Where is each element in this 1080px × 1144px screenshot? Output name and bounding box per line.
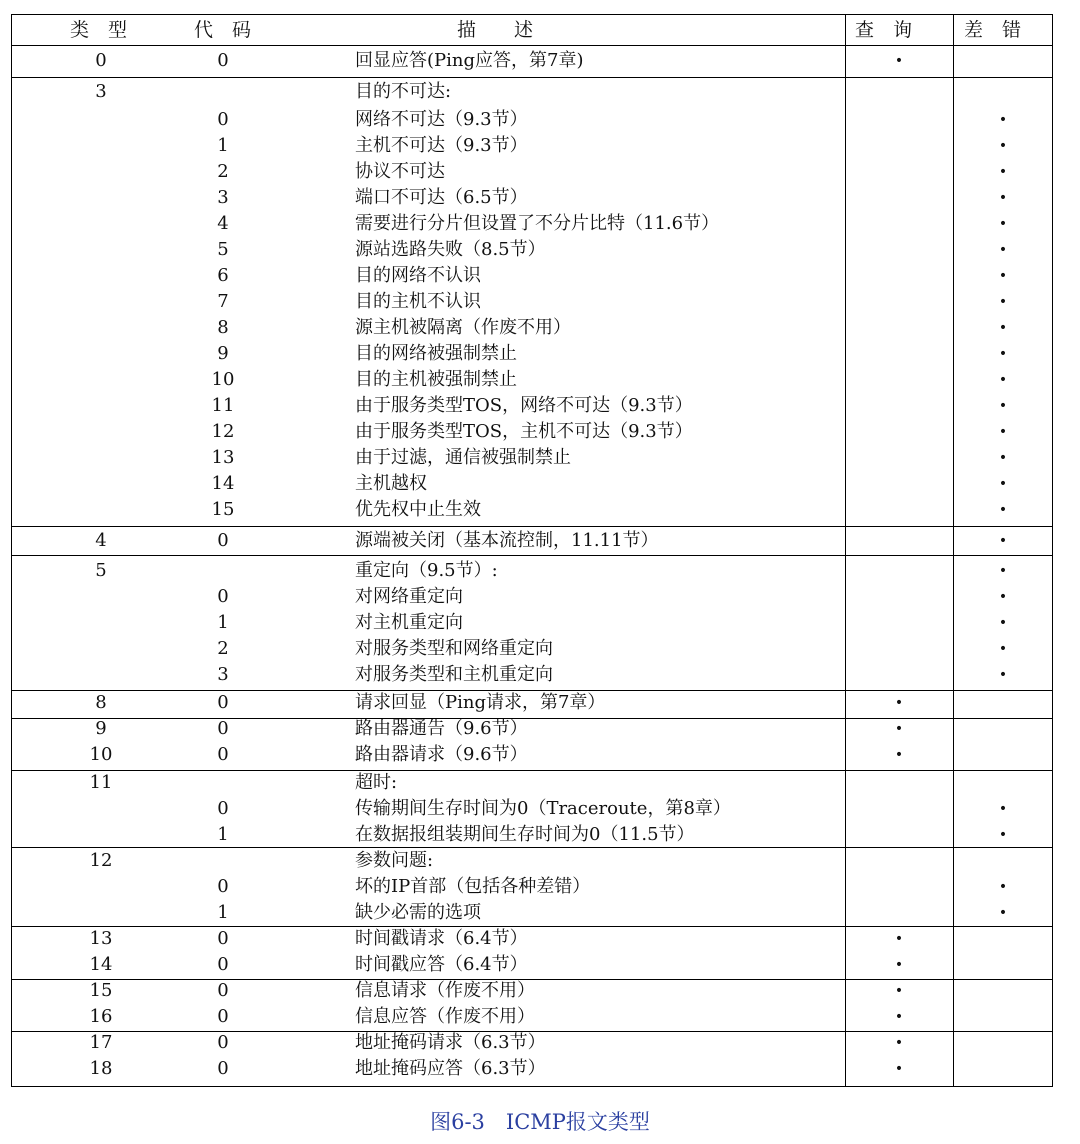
error-marker: • bbox=[998, 667, 1008, 683]
code-cell: 0 bbox=[217, 692, 229, 713]
error-marker: • bbox=[998, 801, 1008, 817]
code-cell: 0 bbox=[217, 1006, 229, 1027]
description-cell: 端口不可达（6.5节） bbox=[355, 187, 528, 208]
code-cell: 14 bbox=[211, 473, 235, 494]
description-cell: 参数问题: bbox=[355, 850, 434, 871]
group-separator bbox=[12, 555, 1052, 556]
code-cell: 9 bbox=[217, 343, 229, 364]
code-cell: 1 bbox=[217, 902, 229, 923]
description-cell: 坏的IP首部（包括各种差错） bbox=[355, 876, 591, 897]
description-cell: 由于服务类型TOS，主机不可达（9.3节） bbox=[355, 421, 693, 442]
description-cell: 由于服务类型TOS，网络不可达（9.3节） bbox=[355, 395, 693, 416]
code-cell: 0 bbox=[217, 980, 229, 1001]
description-cell: 在数据报组装期间生存时间为0（11.5节） bbox=[355, 824, 695, 845]
code-cell: 0 bbox=[217, 798, 229, 819]
query-marker: • bbox=[894, 747, 904, 763]
code-cell: 3 bbox=[217, 664, 229, 685]
error-marker: • bbox=[998, 164, 1008, 180]
code-cell: 2 bbox=[217, 638, 229, 659]
code-cell: 0 bbox=[217, 50, 229, 71]
code-cell: 0 bbox=[217, 928, 229, 949]
error-marker: • bbox=[998, 589, 1008, 605]
code-cell: 13 bbox=[211, 447, 235, 468]
error-marker: • bbox=[998, 905, 1008, 921]
group-separator bbox=[12, 847, 1052, 848]
query-marker: • bbox=[894, 1009, 904, 1025]
code-cell: 11 bbox=[211, 395, 235, 416]
description-cell: 请求回显（Ping请求，第7章） bbox=[355, 692, 606, 713]
description-cell: 对主机重定向 bbox=[355, 612, 463, 633]
description-cell: 主机不可达（9.3节） bbox=[355, 135, 528, 156]
description-cell: 主机越权 bbox=[355, 473, 427, 494]
query-marker: • bbox=[894, 1035, 904, 1051]
description-cell: 路由器请求（9.6节） bbox=[355, 744, 528, 765]
description-cell: 网络不可达（9.3节） bbox=[355, 109, 528, 130]
group-separator bbox=[12, 1031, 1052, 1032]
description-cell: 重定向（9.5节）: bbox=[355, 560, 498, 581]
query-marker: • bbox=[894, 931, 904, 947]
query-marker: • bbox=[894, 957, 904, 973]
description-cell: 由于过滤，通信被强制禁止 bbox=[355, 447, 571, 468]
type-cell: 3 bbox=[95, 81, 107, 102]
code-cell: 10 bbox=[211, 369, 235, 390]
code-cell: 1 bbox=[217, 612, 229, 633]
group-separator bbox=[12, 926, 1052, 927]
code-cell: 12 bbox=[211, 421, 235, 442]
error-marker: • bbox=[998, 138, 1008, 154]
type-cell: 8 bbox=[95, 692, 107, 713]
description-cell: 缺少必需的选项 bbox=[355, 902, 481, 923]
description-cell: 地址掩码请求（6.3节） bbox=[355, 1032, 546, 1053]
description-cell: 对服务类型和网络重定向 bbox=[355, 638, 553, 659]
error-marker: • bbox=[998, 641, 1008, 657]
header-rule bbox=[12, 45, 1052, 46]
code-cell: 0 bbox=[217, 718, 229, 739]
code-cell: 8 bbox=[217, 317, 229, 338]
code-cell: 3 bbox=[217, 187, 229, 208]
error-marker: • bbox=[998, 346, 1008, 362]
query-marker: • bbox=[894, 1061, 904, 1077]
error-marker: • bbox=[998, 450, 1008, 466]
figure-caption: 图6-3 ICMP报文类型 bbox=[430, 1110, 650, 1134]
error-marker: • bbox=[998, 563, 1008, 579]
description-cell: 地址掩码应答（6.3节） bbox=[355, 1058, 546, 1079]
description-cell: 目的网络被强制禁止 bbox=[355, 343, 517, 364]
description-cell: 源站选路失败（8.5节） bbox=[355, 239, 546, 260]
code-cell: 7 bbox=[217, 291, 229, 312]
type-cell: 10 bbox=[89, 744, 113, 765]
group-separator bbox=[12, 770, 1052, 771]
group-separator bbox=[12, 526, 1052, 527]
icmp-types-table bbox=[11, 14, 1053, 1087]
error-marker: • bbox=[998, 372, 1008, 388]
description-cell: 需要进行分片但设置了不分片比特（11.6节） bbox=[355, 213, 720, 234]
group-separator bbox=[12, 77, 1052, 78]
description-cell: 超时: bbox=[355, 772, 398, 793]
error-marker: • bbox=[998, 398, 1008, 414]
description-cell: 时间戳请求（6.4节） bbox=[355, 928, 528, 949]
header-query: 查 询 bbox=[855, 19, 913, 41]
error-marker: • bbox=[998, 476, 1008, 492]
code-cell: 1 bbox=[217, 135, 229, 156]
error-marker: • bbox=[998, 533, 1008, 549]
description-cell: 协议不可达 bbox=[355, 161, 445, 182]
group-separator bbox=[12, 718, 1052, 719]
error-marker: • bbox=[998, 615, 1008, 631]
type-cell: 13 bbox=[89, 928, 113, 949]
type-cell: 15 bbox=[89, 980, 113, 1001]
error-marker: • bbox=[998, 879, 1008, 895]
type-cell: 0 bbox=[95, 50, 107, 71]
description-cell: 信息应答（作废不用） bbox=[355, 1006, 535, 1027]
error-marker: • bbox=[998, 424, 1008, 440]
description-cell: 对网络重定向 bbox=[355, 586, 463, 607]
description-cell: 目的主机不认识 bbox=[355, 291, 481, 312]
description-cell: 优先权中止生效 bbox=[355, 499, 481, 520]
description-cell: 对服务类型和主机重定向 bbox=[355, 664, 553, 685]
code-cell: 0 bbox=[217, 109, 229, 130]
description-cell: 传输期间生存时间为0（Traceroute，第8章） bbox=[355, 798, 731, 819]
code-cell: 15 bbox=[211, 499, 235, 520]
code-cell: 2 bbox=[217, 161, 229, 182]
error-marker: • bbox=[998, 827, 1008, 843]
description-cell: 回显应答(Ping应答，第7章) bbox=[355, 50, 584, 71]
error-marker: • bbox=[998, 502, 1008, 518]
code-cell: 4 bbox=[217, 213, 229, 234]
type-cell: 9 bbox=[95, 718, 107, 739]
code-cell: 0 bbox=[217, 954, 229, 975]
error-marker: • bbox=[998, 242, 1008, 258]
description-cell: 目的网络不认识 bbox=[355, 265, 481, 286]
type-cell: 5 bbox=[95, 560, 107, 581]
type-cell: 17 bbox=[89, 1032, 113, 1053]
code-cell: 0 bbox=[217, 1058, 229, 1079]
error-marker: • bbox=[998, 268, 1008, 284]
description-cell: 时间戳应答（6.4节） bbox=[355, 954, 528, 975]
group-separator bbox=[12, 979, 1052, 980]
description-cell: 目的主机被强制禁止 bbox=[355, 369, 517, 390]
type-cell: 12 bbox=[89, 850, 113, 871]
description-cell: 路由器通告（9.6节） bbox=[355, 718, 528, 739]
description-cell: 源端被关闭（基本流控制，11.11节） bbox=[355, 530, 659, 551]
error-marker: • bbox=[998, 320, 1008, 336]
error-marker: • bbox=[998, 216, 1008, 232]
description-cell: 目的不可达: bbox=[355, 81, 452, 102]
code-cell: 1 bbox=[217, 824, 229, 845]
error-marker: • bbox=[998, 112, 1008, 128]
error-marker: • bbox=[998, 190, 1008, 206]
type-cell: 4 bbox=[95, 530, 107, 551]
code-cell: 0 bbox=[217, 530, 229, 551]
type-cell: 14 bbox=[89, 954, 113, 975]
type-cell: 16 bbox=[89, 1006, 113, 1027]
code-cell: 6 bbox=[217, 265, 229, 286]
code-cell: 0 bbox=[217, 876, 229, 897]
error-marker: • bbox=[998, 294, 1008, 310]
description-cell: 信息请求（作废不用） bbox=[355, 980, 535, 1001]
type-cell: 18 bbox=[89, 1058, 113, 1079]
group-separator bbox=[12, 690, 1052, 691]
header-code: 代 码 bbox=[194, 19, 252, 41]
description-cell: 源主机被隔离（作废不用） bbox=[355, 317, 571, 338]
header-description: 描 述 bbox=[457, 19, 534, 41]
type-cell: 11 bbox=[89, 772, 113, 793]
header-error: 差 错 bbox=[964, 19, 1022, 41]
query-marker: • bbox=[894, 721, 904, 737]
query-marker: • bbox=[894, 695, 904, 711]
query-marker: • bbox=[894, 53, 904, 69]
code-cell: 0 bbox=[217, 586, 229, 607]
code-cell: 0 bbox=[217, 1032, 229, 1053]
code-cell: 0 bbox=[217, 744, 229, 765]
header-type: 类 型 bbox=[70, 19, 128, 41]
query-marker: • bbox=[894, 983, 904, 999]
code-cell: 5 bbox=[217, 239, 229, 260]
